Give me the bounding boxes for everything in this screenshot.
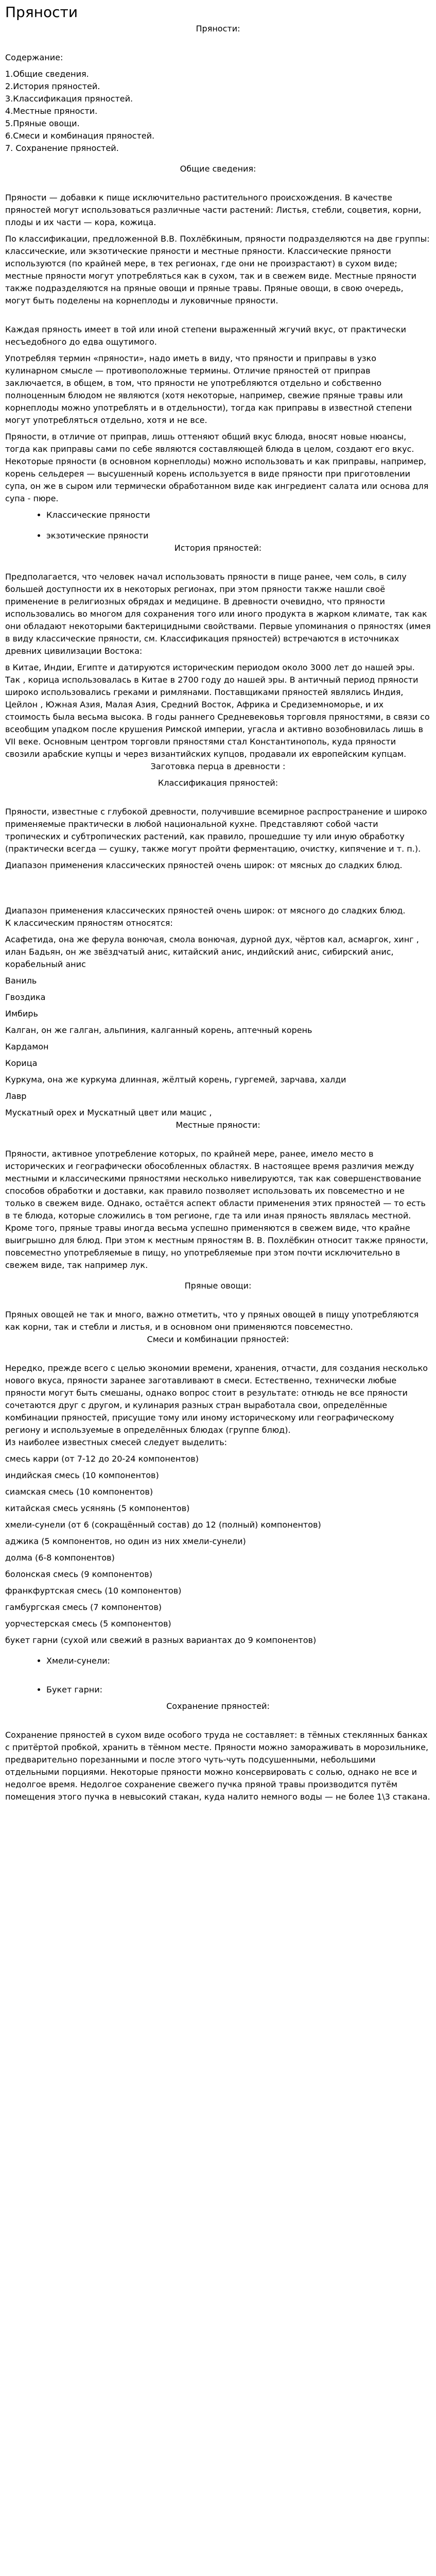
list-item: Корица <box>5 1058 38 1068</box>
section-heading-local: Местные пряности: <box>176 1120 260 1130</box>
paragraph: в Китае, Индии, Египте и датируются историческим периодом около 3000 лет до нашей эры. Так , корица использовалась в Китае в 2700 году до нашей эры. В античный период пряности широко использовались греками и римлянами. Поставщиками пряностей являлись Индия, Цейлон , Южная Азия, Малая Азия, Средний Восток, Африка и Средиземноморье, и их стоимость была весьма высока. В годы раннего Средневековья торговля пряностями, в связи со всеобщим упадком после крушения Римской империи, угасла и активно возобновилась лишь в VII веке. Основным центром торговли пряностями стал Константинополь, куда пряности свозили арабские купцы и через византийских купцов, продавали их европейским купцам. <box>5 663 430 759</box>
toc-item: 4.Местные пряности. <box>5 106 98 116</box>
paragraph: Пряных овощей не так и много, важно отметить, что у пряных овощей в пищу употребляются как корни, так и стебли и листья, и в основном они применяются повсеместно. <box>5 1310 419 1332</box>
list-item: долма (6-8 компонентов) <box>5 1553 115 1563</box>
paragraph: Асафетида, она же ферула вонючая, смола вонючая, дурной дух, чёртов кал, асмаргок, хинг , илан Бадьян, он же звёздчатый анис, китайский анис, индийский анис, сибирский анис, корабельный анис <box>5 935 419 969</box>
paragraph: Пряности, активное употребление которых, по крайней мере, ранее, имело место в исторических и географически обособленных областях. В настоящее время различия между местными и классическими пряностями несколько нивелируются, так как совершенствование способов обработки и доставки, как правило позволяет использовать их повсеместно и не только в свежем виде. Однако, остаётся аспект области применения этих пряностей — то есть в те блюда, которые сложились в том регионе, где та или иная пряность являлась местной. Кроме того, пряные травы иногда весьма успешно применяются в свежем виде, что крайне выигрышно для блюд. При этом к местным пряностям В. В. Похлёбкин относит также пряности, повсеместно употребляемые в пищу, но употребляемые при этом почти исключительно в свежем виде, так например лук. <box>5 1149 428 1270</box>
bullet-item: • Букет гарни: <box>46 1684 431 1696</box>
bullet-list <box>5 1655 431 1667</box>
list-item: хмели-сунели (от 6 (сокращённый состав) до 12 (полный) компонентов) <box>5 1520 321 1530</box>
bullet-item: • Хмели-сунели: <box>46 1655 431 1667</box>
list-item: Кардамон <box>5 1042 49 1052</box>
paragraph: Пряности — добавки к пище исключительно растительного происхождения. В качестве пряностей могут использоваться различные части растений: Листья, стебли, соцветия, корни, плоды и их части — кора, кожица. <box>5 193 422 227</box>
paragraph: Диапазон применения классических пряностей очень широк: от мясных до сладких блюд. <box>5 860 403 870</box>
page-title: Пряности <box>5 4 78 21</box>
list-item: Гвоздика <box>5 992 46 1002</box>
section-heading-classification: Классификация пряностей: <box>158 778 278 788</box>
toc-heading: Пряности: <box>196 24 240 33</box>
paragraph: Употребляя термин «пряности», надо иметь в виду, что пряности и приправы в узко кулинарном смысле — противоположные термины. Отличие пряностей от приправ заключается, в общем, в том, что пряности не употребляются отдельно и собственно полноценным блюдом не являются (хотя некоторые, например, свежие пряные травы или корнеплоды можно употреблять и в отдельности), тогда как приправы в известной степени могут употребляться отдельно, хотя и не все. <box>5 353 412 425</box>
list-item: Лавр <box>5 1091 27 1101</box>
toc-label: Содержание: <box>5 53 63 62</box>
list-item: франкфуртская смесь (10 компонентов) <box>5 1586 182 1596</box>
list-item: сиамская смесь (10 компонентов) <box>5 1487 153 1497</box>
caption: Заготовка перца в древности : <box>150 761 286 771</box>
list-item: Мускатный орех и Мускатный цвет или мацис , <box>5 1108 212 1117</box>
list-item: аджика (5 компонентов, но один из них хмели-сунели) <box>5 1536 246 1546</box>
section-heading-mixes: Смеси и комбинации пряностей: <box>147 1334 289 1344</box>
list-item: букет гарни (сухой или свежий в разных вариантах до 9 компонентов) <box>5 1635 317 1645</box>
bullet-list <box>5 1684 431 1696</box>
section-heading-vegetables: Пряные овощи: <box>184 1281 252 1291</box>
toc-item: 3.Классификация пряностей. <box>5 94 133 104</box>
list-item: Куркума, она же куркума длинная, жёлтый корень, гургемей, зарчава, халди <box>5 1075 346 1084</box>
paragraph: Предполагается, что человек начал использовать пряности в пище ранее, чем соль, в силу большей доступности их в некоторых регионах, при этом пряности также нашли своё применение в религиозных обрядах и медицине. В древности очевидно, что пряности использовались во многом для сохранения того или иного продукта в жарком климате, так как они обладают некоторыми бактерицидными свойствами. Первые упоминания о пряностях (имея в виду классические пряности, см. Классификация пряностей) встречаются в источниках древних цивилизации Востока: <box>5 572 431 656</box>
section-heading-storage: Сохранение пряностей: <box>166 1701 270 1711</box>
paragraph: Из наиболее известных смесей следует выделить: <box>5 1437 228 1447</box>
list-item: китайская смесь усянянь (5 компонентов) <box>5 1503 190 1513</box>
toc-item: 6.Смеси и комбинация пряностей. <box>5 131 155 141</box>
list-item: уорчестерская смесь (5 компонентов) <box>5 1619 171 1629</box>
paragraph: К классическим пряностям относятся: <box>5 918 173 928</box>
paragraph: Диапазон применения классических пряностей очень широк: от мясного до сладких блюд. <box>5 906 406 916</box>
toc-item: 2.История пряностей. <box>5 81 100 91</box>
paragraph: Сохранение пряностей в сухом виде особого труда не составляет: в тёмных стеклянных банках с притёртой пробкой, хранить в тёмном месте. Пряности можно замораживать в морозильнике, предварительно порезанными и после этого чуть-чуть подсушенными, небольшими отдельными порциями. Некоторые пряности можно консервировать с солью, однако не все и недолгое время. Недолгое сохранение свежего пучка пряной травы производится путём помещения этого пучка в невысокий стакан, куда налито немного воды — не более 1\3 стакана. <box>5 1730 430 1802</box>
bullet-item: • экзотические пряности <box>46 530 431 542</box>
toc-item: 1.Общие сведения. <box>5 69 89 79</box>
section-heading-history: История пряностей: <box>174 543 262 553</box>
toc-item: 5.Пряные овощи. <box>5 118 80 128</box>
list-item: Ваниль <box>5 976 37 986</box>
section-heading-general: Общие сведения: <box>180 164 256 174</box>
paragraph: Пряности, в отличие от приправ, лишь оттеняют общий вкус блюда, вносят новые нюансы, тогда как приправы сами по себе являются составляющей блюда в целом, создают его вкус. Некоторые пряности (в основном корнеплоды) можно использовать и как приправы, например, корень сельдерея — высушенный корень используется в виде пряности при приготовлении супа, он же в сыром или термически обработанном виде как ингредиент салата или основа для супа - пюре. <box>5 432 429 503</box>
paragraph: По классификации, предложенной В.В. Похлёбкиным, пряности подразделяются на две группы: классические, или экзотические пряности и местные пряности. Классические пряности используются (по крайней мере, в тех регионах, где они не произрастают) в сухом виде; местные пряности могут употребляться как в сухом, так и в свежем виде. Местные пряности также подразделяются на пряные овощи и пряные травы. Пряные овощи, в свою очередь, могут быть поделены на корнеплоды и луковичные пряности. <box>5 234 430 306</box>
bullet-list <box>5 509 431 521</box>
paragraph: Нередко, прежде всего с целью экономии времени, хранения, отчасти, для создания несколько нового вкуса, пряности заранее заготавливают в смеси. Естественно, технически любые пряности могут быть смешаны, однако вопрос стоит в результате: отнюдь не все пряности сочетаются друг с другом, и кулинария разных стран выработала свои, определённые комбинации пряностей, присущие тому или иному историческому или географическому региону и используемые в определённых блюдах (группе блюд). <box>5 1363 428 1435</box>
list-item: индийская смесь (10 компонентов) <box>5 1470 159 1480</box>
bullet-item: • Классические пряности <box>46 509 431 521</box>
paragraph: Пряности, известные с глубокой древности, получившие всемирное распространение и широко применяемые практически в любой национальной кухне. Представляют собой части тропических и субтропических растений, как правило, прошедшие ту или иную обработку (практически всегда — сушку, также могут пройти ферментацию, очистку, кипячение и т. п.). <box>5 807 427 854</box>
list-item: Калган, он же галган, альпиния, калганный корень, аптечный корень <box>5 1025 312 1035</box>
list-item: Имбирь <box>5 1009 38 1019</box>
paragraph: Каждая пряность имеет в той или иной степени выраженный жгучий вкус, от практически несъедобного до едва ощутимого. <box>5 325 407 347</box>
list-item: гамбургская смесь (7 компонентов) <box>5 1602 162 1612</box>
bullet-list <box>5 530 431 542</box>
toc-item: 7. Сохранение пряностей. <box>5 143 119 153</box>
list-item: смесь карри (от 7-12 до 20-24 компонентов) <box>5 1454 199 1464</box>
list-item: болонская смесь (9 компонентов) <box>5 1569 152 1579</box>
